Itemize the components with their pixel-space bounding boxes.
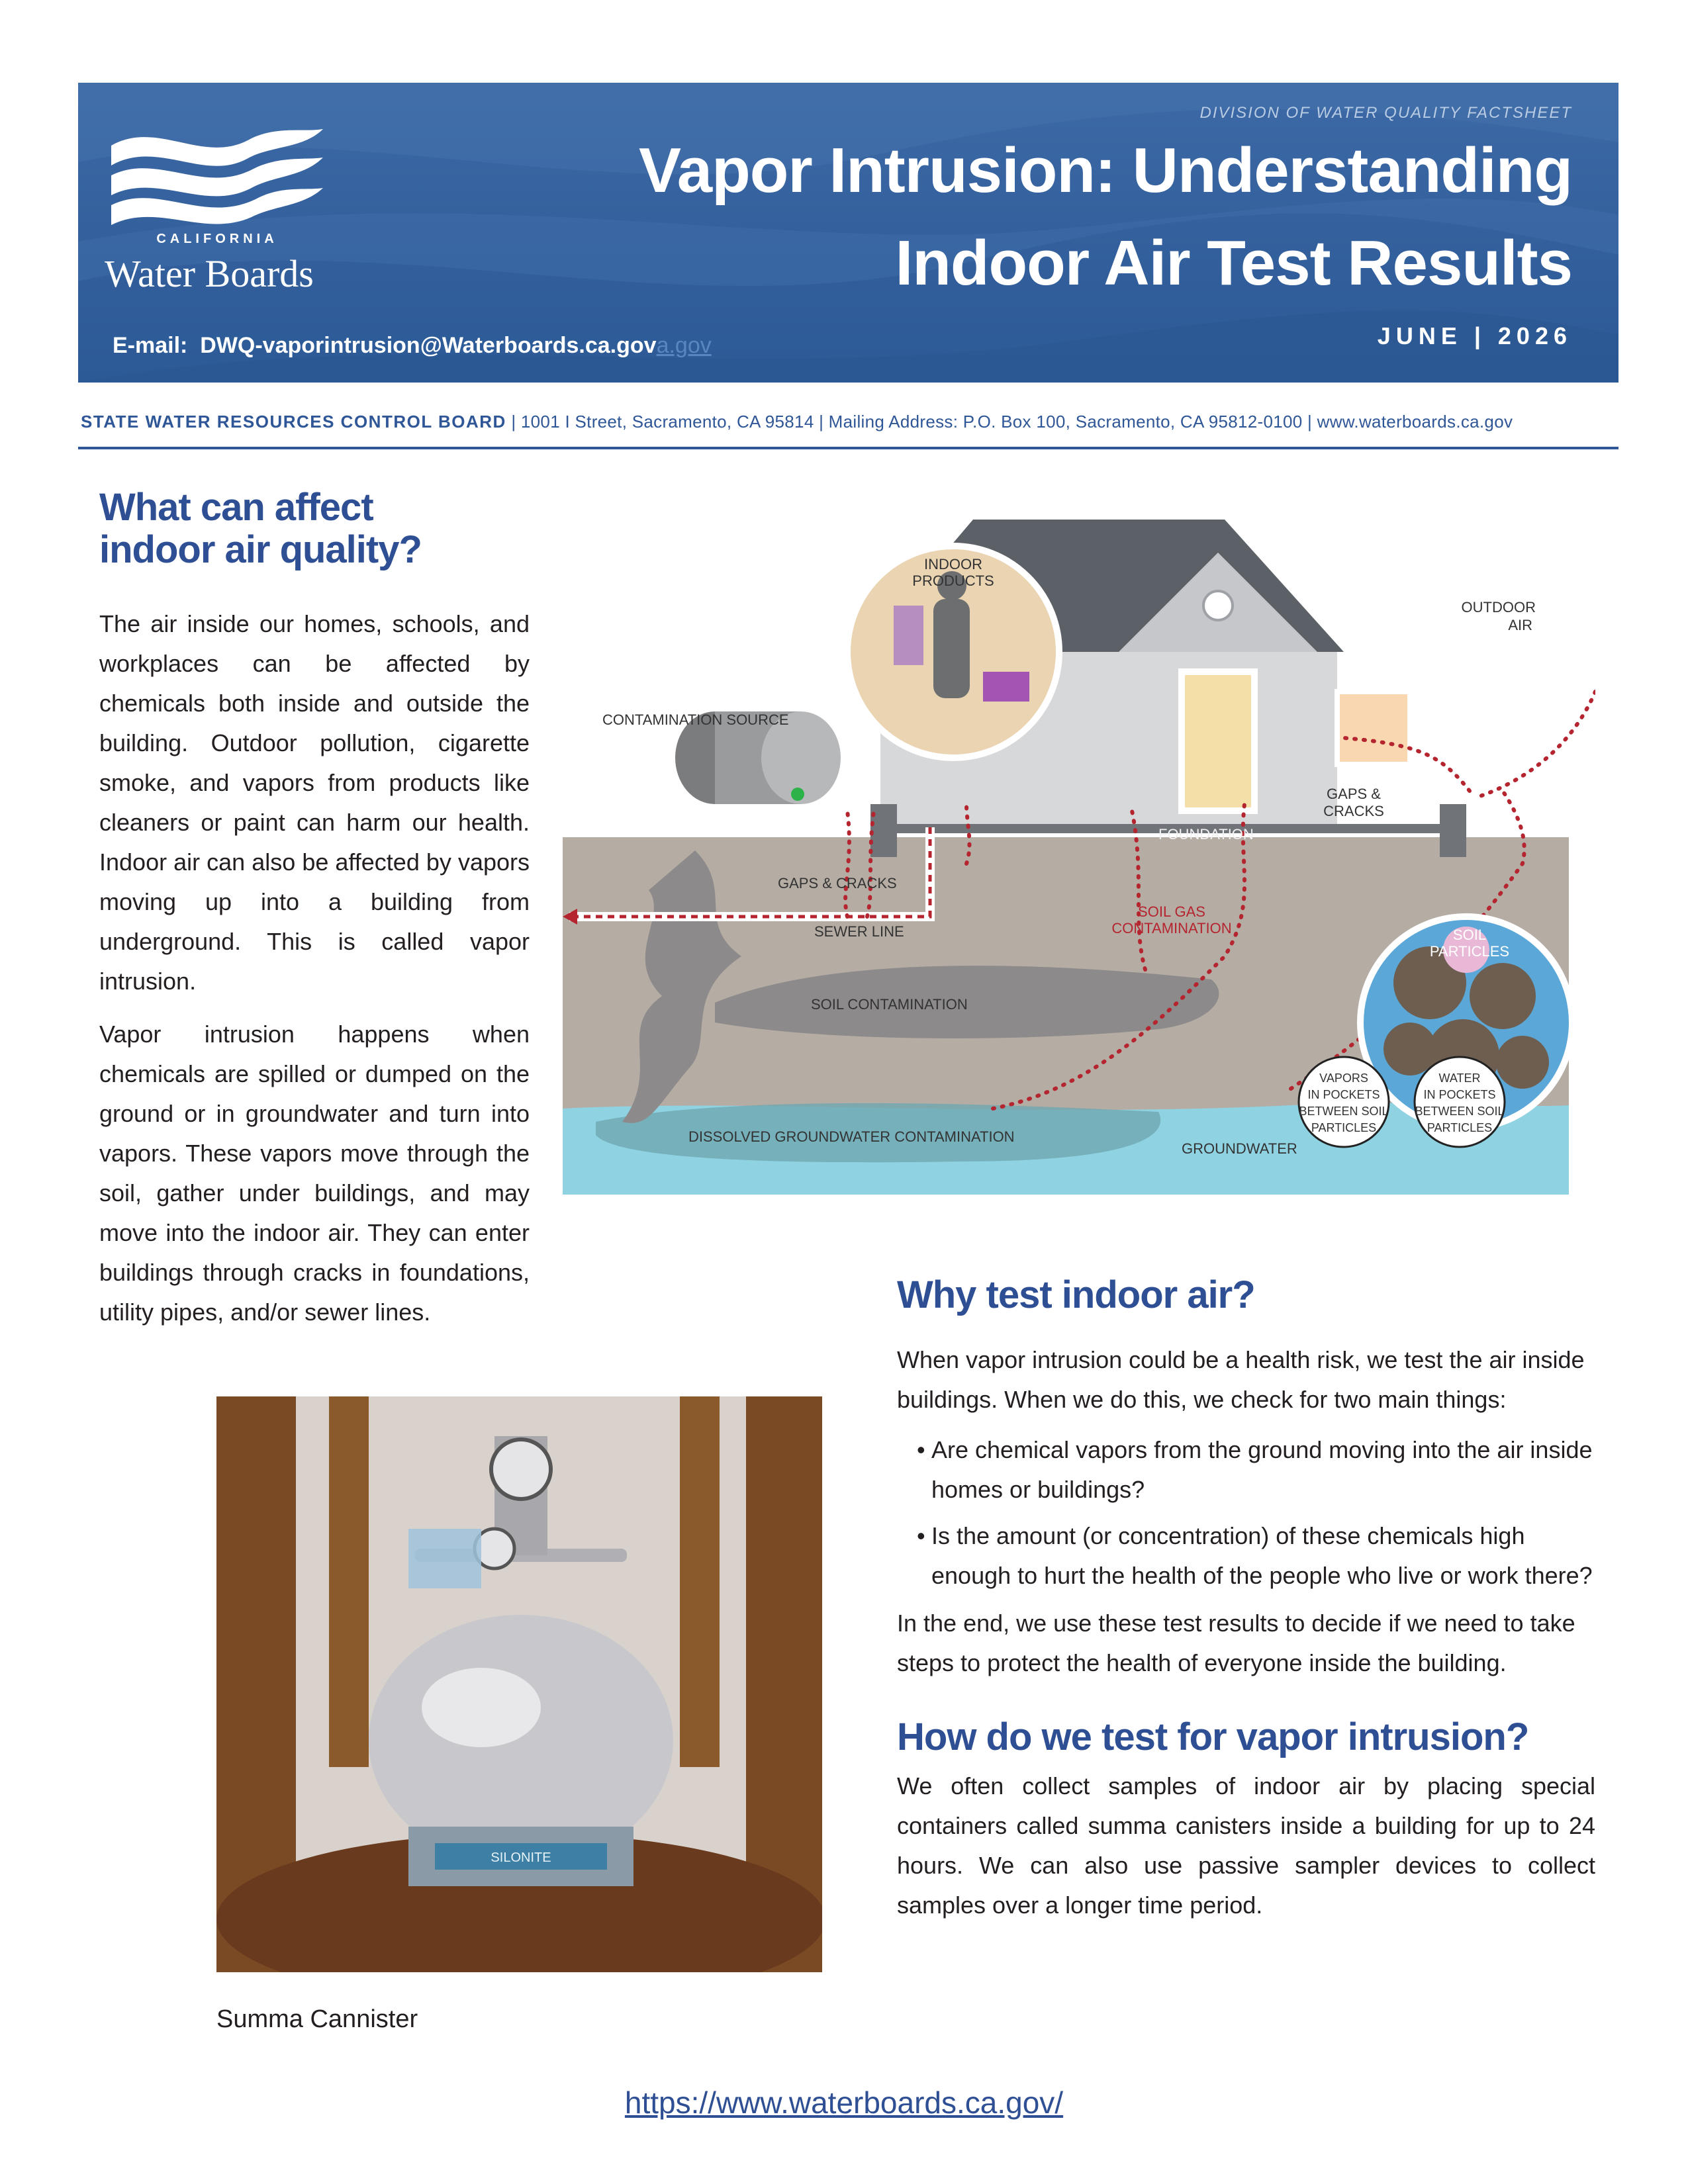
- canister-label-text: SILONITE: [491, 1850, 551, 1865]
- label-indoor-products-2: PRODUCTS: [912, 572, 994, 589]
- agency-address: | 1001 I Street, Sacramento, CA 95814 | Mailing Address: P.O. Box 100, Sacramento, CA 95812-0100 | www.waterboards.ca.gov: [506, 412, 1513, 432]
- header-divider: [78, 447, 1618, 449]
- label-water-2: IN POCKETS: [1423, 1088, 1496, 1101]
- section-heading-indoor-air-quality: [99, 486, 530, 571]
- vapor-intrusion-diagram: [563, 493, 1595, 1208]
- page-title-line-1: Vapor Intrusion: Understanding: [638, 135, 1572, 206]
- summa-canister-icon: [216, 1396, 822, 1972]
- section-why-test: [897, 1274, 1595, 1925]
- header-banner: [78, 83, 1618, 383]
- label-soil-gas-2: CONTAMINATION: [1111, 920, 1232, 936]
- email-address-link[interactable]: DWQ-vaporintrusion@Waterboards.ca.gov: [200, 333, 657, 358]
- logo-state-text: CALIFORNIA: [156, 232, 278, 246]
- section-indoor-air-quality: [99, 486, 530, 1332]
- summa-canister-photo: [216, 1396, 822, 1972]
- house-window: [1337, 692, 1410, 764]
- paragraph-how-test: We often collect samples of indoor air by placing special containers called summa canisters inside a building for up to 24 hours. We can also use passive sampler devices to collect samples over a longer time period.: [897, 1772, 1595, 1919]
- section-heading-why-test: Why test indoor air?: [897, 1273, 1255, 1316]
- publication-date: JUNE | 2026: [1377, 322, 1572, 349]
- label-gaps-cracks-top-2: CRACKS: [1323, 803, 1384, 819]
- list-item: • Are chemical vapors from the ground moving into the air inside homes or buildings?: [897, 1430, 1595, 1510]
- label-vapors-1: VAPORS: [1319, 1071, 1368, 1085]
- label-vapors-3: BETWEEN SOIL: [1299, 1105, 1389, 1118]
- email-ghost-text: a.gov: [656, 333, 712, 358]
- email-line: [113, 333, 712, 359]
- water-boards-logo: [105, 119, 343, 338]
- checklist: [897, 1430, 1595, 1596]
- label-foundation: FOUNDATION: [1158, 826, 1254, 842]
- label-outdoor-air-1: OUTDOOR: [1461, 599, 1536, 615]
- paragraph-air-affected: The air inside our homes, schools, and workplaces can be affected by chemicals both inside and outside the building. Outdoor pollution, cigarette smoke, and vapors from products like cleaners or paint can harm our health. Indoor air can also be affected by vapors moving up into a building from underground. This is called vapor intrusion.: [99, 610, 530, 995]
- label-groundwater: GROUNDWATER: [1182, 1140, 1297, 1157]
- label-sewer-line: SEWER LINE: [814, 923, 904, 940]
- label-vapors-4: PARTICLES: [1311, 1121, 1377, 1134]
- wave-logo-icon: [105, 119, 330, 232]
- paragraph-vapor-intrusion: Vapor intrusion happens when chemicals are spilled or dumped on the ground or in groundwater and turn into vapors. These vapors move through the soil, gather under buildings, and may move into the indoor air. They can enter buildings through cracks in foundations, utility pipes, and/or sewer lines.: [99, 1021, 530, 1326]
- section-heading-how-test: How do we test for vapor intrusion?: [897, 1715, 1529, 1758]
- agency-address-bar: [81, 412, 1623, 432]
- label-soil-particles-1: SOIL: [1452, 927, 1487, 943]
- division-label: DIVISION OF WATER QUALITY FACTSHEET: [1199, 104, 1572, 122]
- label-soil-contamination: SOIL CONTAMINATION: [811, 996, 968, 1013]
- label-water-1: WATER: [1438, 1071, 1481, 1085]
- photo-caption: Summa Cannister: [216, 2005, 418, 2033]
- diagram-illustration: [563, 493, 1595, 1208]
- logo-name-text: Water Boards: [105, 252, 314, 295]
- label-indoor-products-1: INDOOR: [924, 556, 982, 572]
- email-label: E-mail:: [113, 333, 188, 358]
- label-water-4: PARTICLES: [1427, 1121, 1493, 1134]
- list-item: • Is the amount (or concentration) of these chemicals high enough to hurt the health of the people who live or work there?: [897, 1516, 1595, 1596]
- heading-line-2: indoor air quality?: [99, 528, 422, 571]
- heading-line-1: What can affect: [99, 486, 373, 529]
- label-vapors-2: IN POCKETS: [1307, 1088, 1380, 1101]
- paragraph-test-results: In the end, we use these test results to decide if we need to take steps to protect the health of everyone inside the building.: [897, 1610, 1575, 1676]
- page-title-line-2: Indoor Air Test Results: [895, 228, 1572, 298]
- paragraph-why-test: When vapor intrusion could be a health risk, we test the air inside buildings. When we do this, we check for two main things:: [897, 1346, 1585, 1413]
- house-door: [1182, 672, 1254, 811]
- label-gaps-cracks: GAPS & CRACKS: [778, 875, 897, 891]
- agency-name: STATE WATER RESOURCES CONTROL BOARD: [81, 412, 506, 432]
- label-contamination-source: CONTAMINATION SOURCE: [602, 711, 789, 728]
- label-water-3: BETWEEN SOIL: [1415, 1105, 1505, 1118]
- footer-website-link[interactable]: https://www.waterboards.ca.gov/: [624, 2085, 1064, 2120]
- label-soil-gas-1: SOIL GAS: [1138, 903, 1205, 920]
- label-gaps-cracks-top-1: GAPS &: [1327, 786, 1381, 802]
- label-soil-particles-2: PARTICLES: [1429, 943, 1510, 960]
- label-outdoor-air-2: AIR: [1508, 617, 1532, 633]
- label-dissolved-contamination: DISSOLVED GROUNDWATER CONTAMINATION: [688, 1128, 1015, 1145]
